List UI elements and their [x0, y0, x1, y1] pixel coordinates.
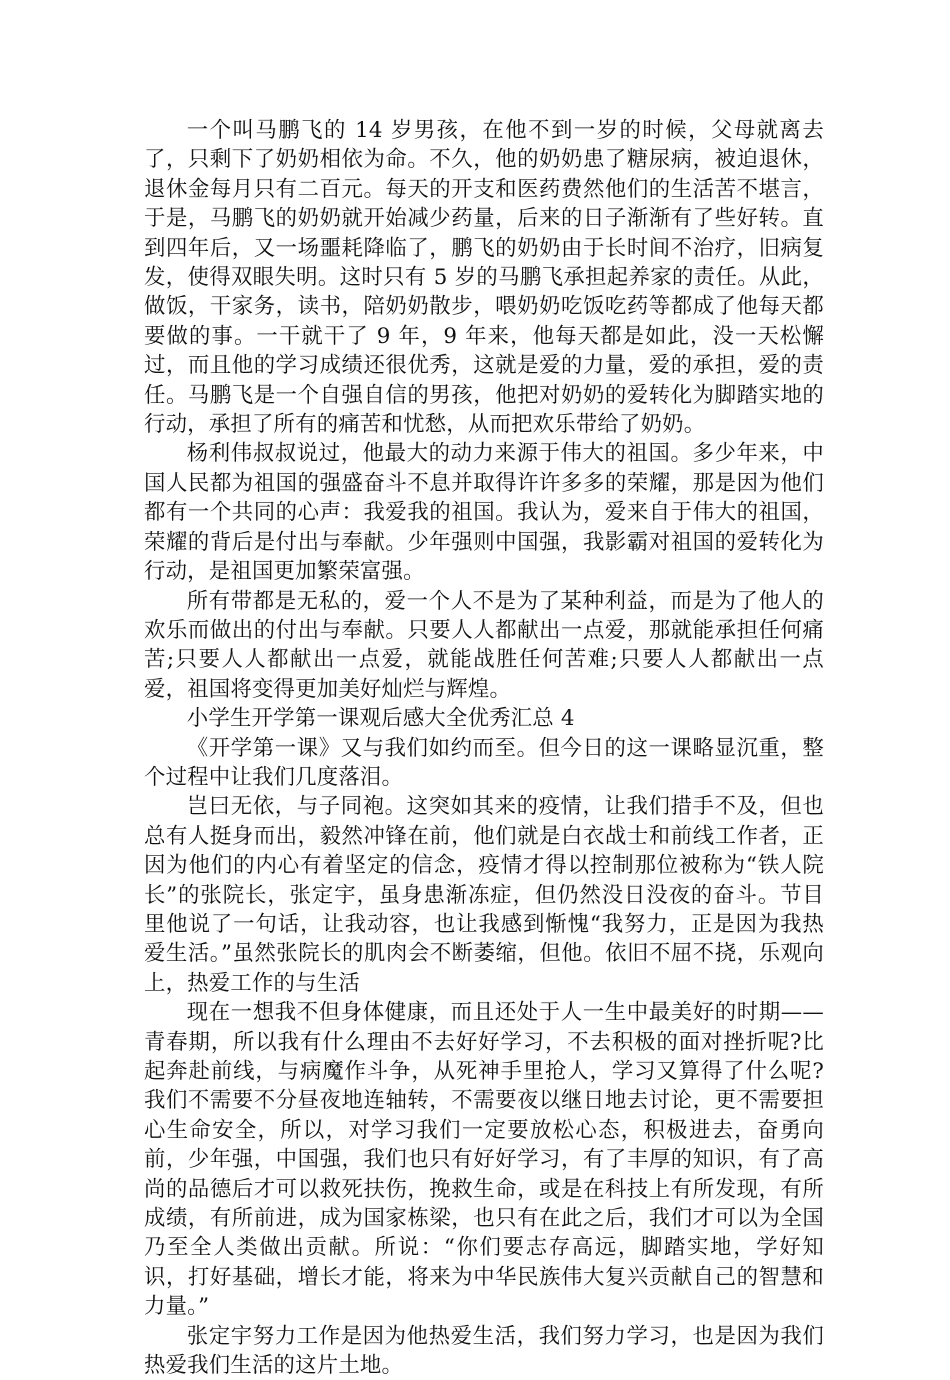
- paragraph-yang-liwei: 杨利伟叔叔说过，他最大的动力来源于伟大的祖国。多少年来，中国人民都为祖国的强盛奋斗不息并取得许许多多的荣耀，那是因为他们都有一个共同的心声：我爱我的祖国。我认为，爱来自于伟大的祖国，荣耀的背后是付出与奉献。少年强则中国强，我影霸对祖国的爱转化为行动，是祖国更加繁荣富强。: [144, 441, 824, 585]
- paragraph-ma-pengfei: 一个叫马鹏飞的 14 岁男孩，在他不到一岁的时候，父母就离去了，只剩下了奶奶相依为命。不久，他的奶奶患了糖尿病，被迫退休，退休金每月只有二百元。每天的开支和医药费然他们的生活苦不堪言，于是，马鹏飞的奶奶就开始减少药量，后来的日子渐渐有了些好转。直到四年后，又一场噩耗降临了，鹏飞的奶奶由于长时间不治疗，旧病复发，使得双眼失明。这时只有 5 岁的马鹏飞承担起养家的责任。从此，做饭，干家务，读书，陪奶奶散步，喂奶奶吃饭吃药等都成了他每天都要做的事。一干就干了 9 年，9 年来，他每天都是如此，没一天松懈过，而且他的学习成绩还很优秀，这就是爱的力量，爱的承担，爱的责任。马鹏飞是一个自强自信的男孩，他把对奶奶的爱转化为脚踏实地的行动，承担了所有的痛苦和忧愁，从而把欢乐带给了奶奶。: [144, 118, 824, 438]
- document-page: [144, 116, 824, 1380]
- paragraph-reflection: 现在一想我不但身体健康，而且还处于人一生中最美好的时期——青春期，所以我有什么理由不去好好学习，不去积极的面对挫折呢?比起奔赴前线，与病魔作斗争，从死神手里抢人，学习又算得了什么呢?我们不需要不分昼夜地连轴转，不需要夜以继日地去讨论，更不需要担心生命安全，所以，对学习我们一定要放松心态，积极进去，奋勇向前，少年强，中国强，我们也只有好好学习，有了丰厚的知识，有了高尚的品德后才可以救死扶伤，挽救生命，或是在科技上有所发现，有所成绩，有所前进，成为国家栋梁，也只有在此之后，我们才可以为全国乃至全人类做出贡献。所说：“你们要志存高远，脚踏实地，学好知识，打好基础，增长才能，将来为中华民族伟大复兴贡献自己的智慧和力量。”: [144, 1000, 824, 1320]
- paragraph-first-lesson-intro: 《开学第一课》又与我们如约而至。但今日的这一课略显沉重，整个过程中让我们几度落泪。: [144, 735, 824, 790]
- paragraph-selfless-love: 所有带都是无私的，爱一个人不是为了某种利益，而是为了他人的欢乐而做出的付出与奉献。只要人人都献出一点爱，那就能承担任何痛苦;只要人人都献出一点爱，就能战胜任何苦难;只要人人都献出一点爱，祖国将变得更加美好灿烂与辉煌。: [144, 588, 824, 702]
- paragraph-zhang-dingyu: 岂曰无依，与子同袍。这突如其来的疫情，让我们措手不及，但也总有人挺身而出，毅然冲锋在前，他们就是白衣战士和前线工作者，正因为他们的内心有着坚定的信念，疫情才得以控制那位被称为“铁人院长”的张院长，张定宇，虽身患渐冻症，但仍然没日没夜的奋斗。节目里他说了一句话，让我动容，也让我感到惭愧“我努力，正是因为我热爱生活。”虽然张院长的肌肉会不断萎缩，但他。依旧不屈不挠，乐观向上，热爱工作的与生活: [144, 794, 824, 996]
- paragraph-conclusion: 张定宇努力工作是因为他热爱生活，我们努力学习，也是因为我们热爱我们生活的这片土地。: [144, 1323, 824, 1379]
- section-heading: 小学生开学第一课观后感大全优秀汇总 4: [186, 706, 575, 732]
